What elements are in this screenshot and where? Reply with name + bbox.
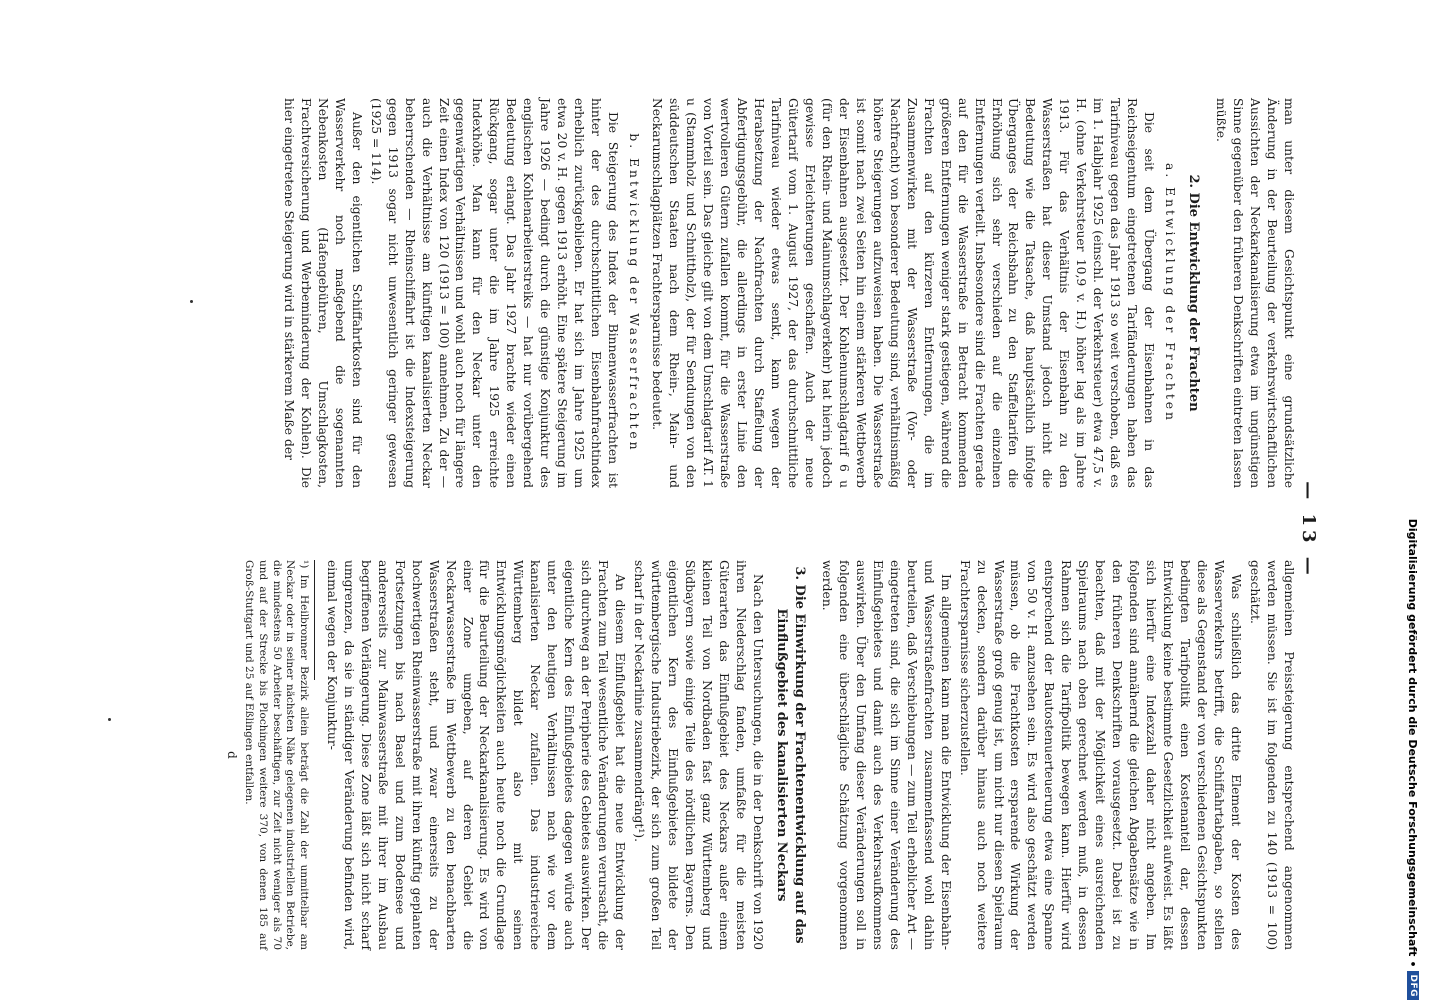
footnote-divider	[314, 560, 315, 680]
scan-speck	[190, 300, 193, 303]
subsection-heading: a. Entwicklung der Frachten	[1163, 163, 1178, 423]
paragraph: Nach den Untersuchungen, die in der Denkschrift von 1920 ihren Niederschlag fanden, umfaßte für die meisten Güterarten das Einflußgebiet des Neckars außer einem kleinen Teil von Nordbaden fast ganz Württemberg und Südbayern sowie einige Teile des nördlichen Bayerns. Den eigentlichen Kern des Einflußgebietes bildete der württembergische Industriebezirk, der sich zum großen Teil scharf in der Neckarlinie zusammendrängt¹).	[632, 560, 765, 950]
dfg-credit: Digitalisierung gefördert durch die Deutsche Forschungsgemeinschaft • DFG	[1408, 10, 1428, 990]
paragraph: man unter diesem Gesichtspunkt eine grundsätzliche Änderung in der Beurteilung der verkehrswirtschaftlichen Aussichten der Neckarkanalisierung etwa im ungünstigen Sinne gegenüber den früheren Denkschriften eintreten lassen müßte.	[1214, 98, 1296, 488]
paragraph: Außer den eigentlichen Schiffahrtkosten sind für den Wasserverkehr noch maßgebend die sogenannten Nebenkosten (Hafengebühren, Umschlagkosten, Frachtversicherung und Werbeminderung der Kohlen). Die hier eingetretene Steigerung wird in stärkerem Maße der	[281, 98, 364, 488]
paragraph: Im allgemeinen kann man die Entwicklung der Eisenbahn- und Wasserstraßenfrachten zusammenfassend wohl dahin beurteilen, daß Verschiebungen — zum Teil erheblicher Art — eingetreten sind, die sich im Sinne einer Veränderung des Einflußgebietes und damit auch des Verkehrsaufkommens auswirken. Über den Umfang dieser Veränderungen soll in folgenden eine überschlägliche Schätzung vorgenommen werden.	[819, 560, 953, 950]
document-page	[117, 90, 1337, 970]
dfg-logo: DFG	[1407, 971, 1419, 1000]
paragraph: allgemeinen Preissteigerung entsprechend angenommen werden müssen. Sie ist im folgenden zu 140 (1913 = 100) geschätzt.	[1248, 560, 1296, 950]
paragraph: An diesem Einflußgebiet hat die neue Entwicklung der Frachten zum Teil wesentliche Veränderungen verursacht, die sich durchweg an der Peripherie des Gebietes auswirken. Der eigentliche Kern des Einflußgebietes dagegen würde auch unter den heutigen Verhältnissen nach wie vor dem kanalisierten Neckar zufallen. Das industriereiche Württemberg bildet also mit seinen Entwicklungsmöglichkeiten auch heute noch die Grundlage für die Beurteilung der Neckarkanalisierung. Es wird von einer Zone umgeben, auf deren Gebiet die Neckarwasserstraße im Wettbewerb zu den benachbarten Wasserstraßen steht, und zwar einerseits zu der hochwertigen Rheinwasserstraße mit ihren künftig geplanten Fortsetzungen bis nach Basel und zum Bodensee und andererseits zur Mainwasserstraße mit ihrer im Ausbau begriffenen Verlängerung. Diese Zone läßt sich nicht scharf umgrenzen, da sie in ständiger Veränderung befinden wird, einmal wegen der Konjunktur-	[324, 560, 628, 950]
section-heading: 3. Die Einwirkung der Frachtenentwicklung auf das Einflußgebiet des kanalisierten Neckars	[773, 566, 807, 944]
credit-text: Digitalisierung gefördert durch die Deutsche Forschungsgemeinschaft	[1406, 518, 1420, 957]
paragraph: Die Steigerung des Index der Binnenwasserfrachten ist hinter der des durchschnittlichen Eisenbahnfrachtindex erheblich zurückgeblieben. Er hat sich im Jahre 1925 um etwa 20 v. H. gegen 1913 erhöht. Eine spätere Steigerung im Jahre 1926 — bedingt durch die günstige Konjunktur des englischen Kohlenarbeiterstreiks — hat nur vorübergehend Bedeutung erlangt. Das Jahr 1927 brachte wieder einen Rückgang, sogar unter die im Jahre 1925 erreichte Indexhöhe. Man kann für den Neckar unter den gegenwärtigen Verhältnissen und wohl auch noch für längere Zeit einen Index von 120 (1913 = 100) annehmen. Zu der — auch die Verhältnisse am künftigen kanalisierten Neckar beherrschenden — Rheinschiffahrt ist die Indexsteigerung gegen 1913 sogar nicht unwesentlich geringer gewesen (1925 = 114).	[368, 98, 621, 488]
footnote: ¹) Im Heilbronner Bezirk allein beträgt die Zahl der unmittelbar am Neckar oder in seiner nächsten Nähe gelegenen industriellen Betriebe, die mindestens 50 Arbeiter beschäftigen, zur Zeit nicht weniger als 70 und auf der Strecke bis Plochingen weitere 370, von denen 185 auf Groß-Stuttgart und 25 auf Eßlingen entfallen.	[243, 560, 310, 950]
page-number: — 13 —	[1298, 481, 1319, 579]
left-column	[278, 98, 1297, 488]
paragraph: Die seit dem Übergang der Eisenbahnen in das Reichseigentum eingetretenen Tarifänderungen haben das Tarifniveau gegen das Jahr 1913 so weit verschoben, daß es im 1. Halbjahr 1925 (einschl. der Verkehrsteuer) etwa 47,5 v. H. (ohne Verkehrsteuer 10,9 v. H.) höher lag als im Jahre 1913. Für das Verhältnis der Eisenbahn zu den Wasserstraßen hat dieser Umstand jedoch nicht die Bedeutung wie die Tatsache, daß hauptsächlich infolge Überganges der Reichsbahn zu den Staffeltarifen die Erhöhung sich sehr verschieden auf die einzelnen Entfernungen verteilt. Insbesondere sind die Frachten gerade auf den für die Wasserstraße in Betracht kommenden größeren Entfernungen weniger stark gestiegen, während die Frachten auf den kürzeren Entfernungen, die im Zusammenwirken mit der Wasserstraße (Vor- oder Nachfracht) von besonderer Bedeutung sind, verhältnismäßig höhere Steigerungen aufzuweisen haben. Die Wasserstraße ist somit nach zwei Seiten hin einem stärkeren Wettbewerb der Eisenbahnen ausgesetzt. Der Kohlenumschlagtarif 6 u (für den Rhein- und Mainumschlagverkehr) hat hierin jedoch gewisse Erleichterungen geschaffen. Auch der neue Gütertarif vom 1. August 1927, der das durchschnittliche Tarifniveau wieder etwas senkt, kann wegen der Herabsetzung der Nachfrachten durch Staffelung der Abfertigungsgebühr, die allerdings in erster Linie den wertvolleren Gütern zufallen kommt, für die Wasserstraße von Vorteil sein. Das gleiche gilt von dem Umschlagtarif AT. 1 u (Stammholz und Schnittholz), der für Sendungen von den süddeutschen Staaten nach dem Rhein-, Main- und Neckarumschlagplätzen Frachtersparnisse bedeutet.	[650, 98, 1157, 488]
right-column	[223, 560, 1297, 950]
paragraph: Was schließlich das dritte Element der Kosten des Wasserverkehrs betrifft, die Schiffahrtabgaben, so stellen diese als Gegenstand der von verschiedenen Gesichtspunkten bedingten Tarifpolitik einen Kostenanteil dar, dessen Entwicklung keine bestimmte Gesetzlichkeit aufweist. Es läßt sich hierfür eine Indexzahl daher nicht angeben. Im folgenden sind annähernd die gleichen Abgabensätze wie in den früheren Denkschriften vorausgesetzt. Dabei ist zu beachten, daß mit der Möglichkeit eines ausreichenden Spielraums nach oben gerechnet werden muß, in dessen Rahmen sich die Tarifpolitik bewegen kann. Hierfür wird entsprechend der Bautostenuerteuerung etwa eine Spanne von 50 v. H. anzusehen sein. Es wird also geschätzt werden müssen, ob die Frachtkosten ersparende Wirkung der Wasserstraße groß genug ist, um nicht nur diesen Spielraum zu decken, sondern darüber hinaus auch noch weitere Frachtersparnisse sicherzustellen.	[957, 560, 1244, 950]
scan-speck	[108, 718, 111, 721]
subsection-heading: b. Entwicklung der Wasserfrachten	[627, 133, 642, 453]
signature-mark: d	[224, 751, 239, 759]
section-heading: 2. Die Entwicklung der Frachten	[1186, 174, 1202, 412]
